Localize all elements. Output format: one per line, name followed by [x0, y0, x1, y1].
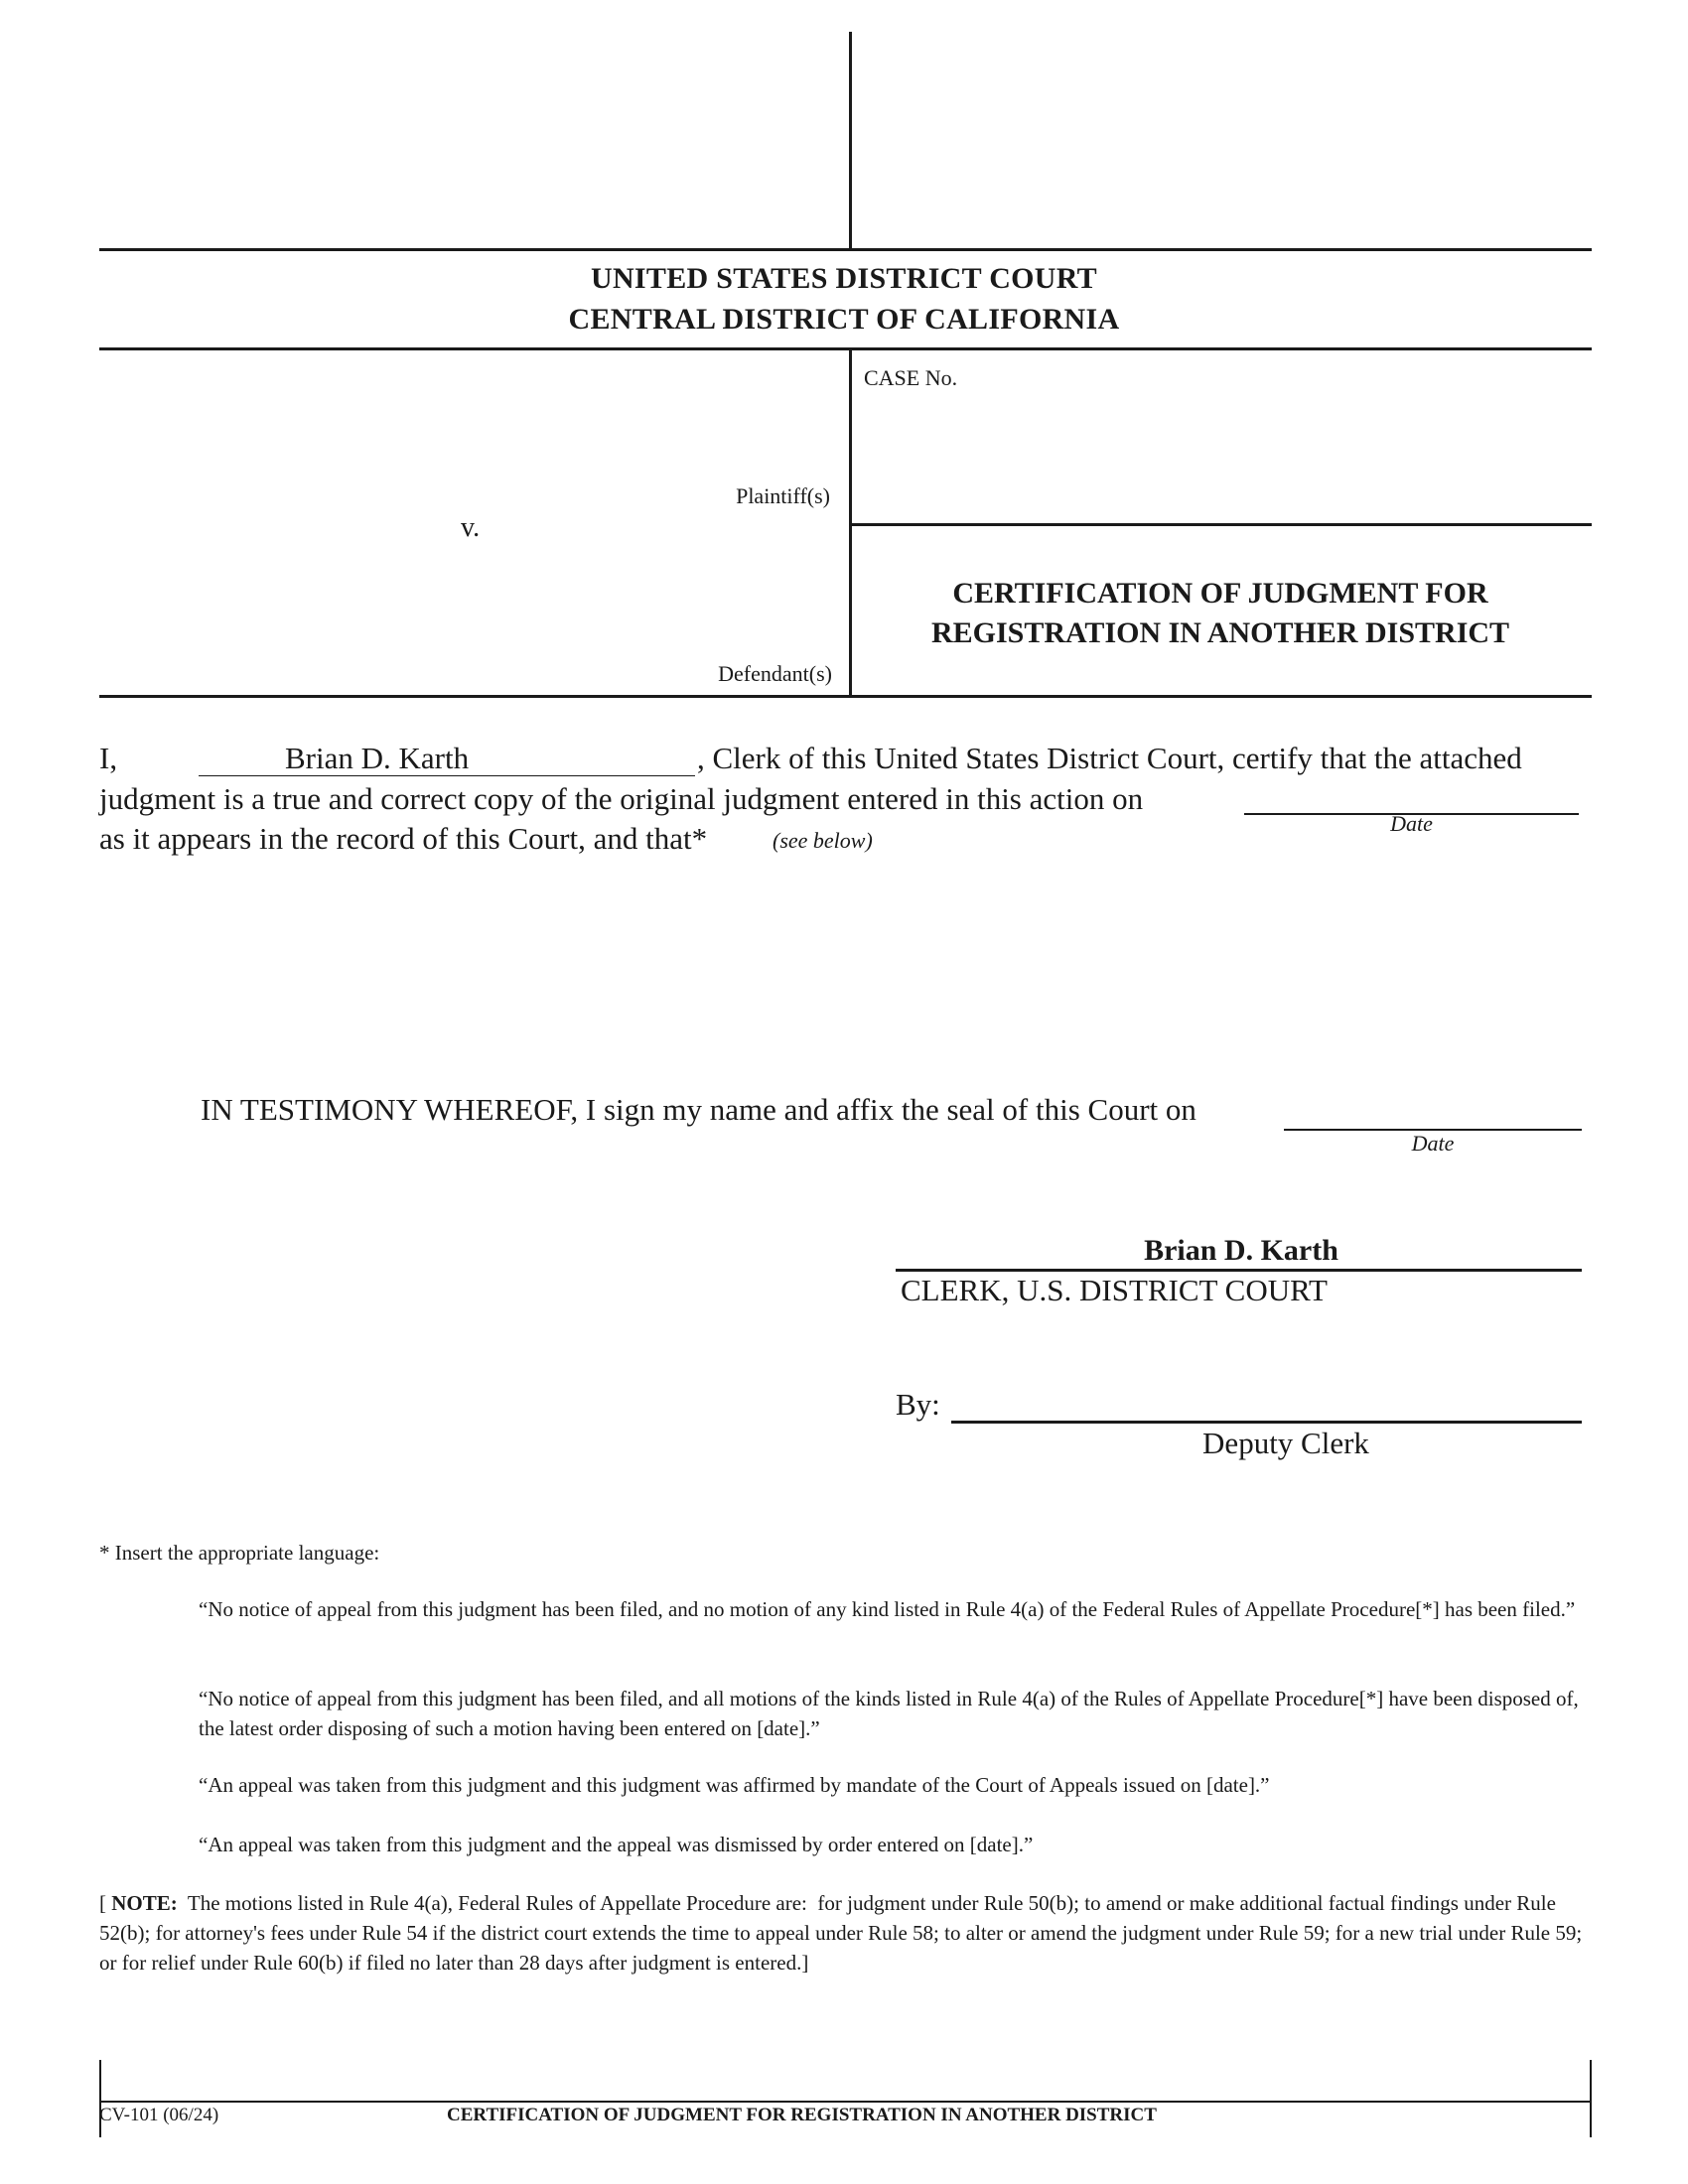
by-label: By: [896, 1387, 940, 1422]
deputy-signature-field[interactable] [951, 1421, 1582, 1424]
case-number-label: CASE No. [864, 365, 958, 390]
defendant-label: Defendant(s) [718, 661, 832, 686]
court-name-line2: CENTRAL DISTRICT OF CALIFORNIA [568, 303, 1120, 336]
footer-right-tick [1590, 2060, 1592, 2137]
case-title-rule [851, 523, 1592, 526]
note-text: The motions listed in Rule 4(a), Federal Rules of Appellate Procedure are: for judgment under Rule 50(b); to amend or make additional factual findings under Rule 52(b); for attorney's fees under Rule 54 if the district court extends the time to appeal under Rule 58; to alter or amend the judgment under Rule 59; for a new trial under Rule 59; or for relief under Rule 60(b) if filed no later than 28 days after judgment is entered.] [99, 1891, 1588, 1975]
testimony-text: IN TESTIMONY WHEREOF, I sign my name and affix the seal of this Court on [201, 1092, 1196, 1127]
document-title-line1: CERTIFICATION OF JUDGMENT FOR [952, 577, 1488, 610]
certification-line3: as it appears in the record of this Court, and that* [99, 821, 708, 856]
caption-bottom-rule [99, 695, 1592, 698]
clerk-name-field[interactable]: Brian D. Karth [199, 741, 695, 776]
instruction-option: “No notice of appeal from this judgment has been filed, and no motion of any kind listed in Rule 4(a) of the Federal Rules of Appellate Procedure[*] has been filed.” [199, 1597, 1576, 1621]
versus-label: v. [461, 512, 481, 543]
form-number: CV-101 (06/24) [99, 2105, 219, 2125]
document-title-line2: REGISTRATION IN ANOTHER DISTRICT [930, 616, 1510, 649]
testimony-date-label: Date [1411, 1131, 1455, 1156]
note-open-bracket: [ [99, 1891, 112, 1915]
signature-rule [896, 1269, 1582, 1272]
deputy-clerk-label: Deputy Clerk [1202, 1426, 1369, 1460]
motions-note [99, 1888, 1589, 1978]
instruction-option: “No notice of appeal from this judgment has been filed, and all motions of the kinds listed in Rule 4(a) of the Rules of Appellate Procedure[*] have been disposed of, the latest order disposing of such a motion having been entered on [date].” [199, 1687, 1579, 1740]
judgment-date-label: Date [1390, 811, 1433, 836]
certification-intro: I, [99, 741, 118, 775]
court-bottom-rule [99, 347, 1592, 350]
court-name-line1: UNITED STATES DISTRICT COURT [591, 262, 1097, 295]
instruction-option: “An appeal was taken from this judgment and this judgment was affirmed by mandate of the Court of Appeals issued on [date].” [199, 1773, 1270, 1797]
footer-form-title: CERTIFICATION OF JUDGMENT FOR REGISTRATION IN ANOTHER DISTRICT [447, 2105, 1157, 2125]
instruction-option: “An appeal was taken from this judgment and the appeal was dismissed by order entered on [date].” [199, 1833, 1034, 1856]
court-top-rule [99, 248, 1592, 251]
note-label: NOTE: [111, 1891, 178, 1915]
clerk-title: CLERK, U.S. DISTRICT COURT [901, 1273, 1328, 1307]
signature-clerk-name: Brian D. Karth [1144, 1234, 1338, 1267]
certification-line2: judgment is a true and correct copy of the original judgment entered in this action on [99, 781, 1144, 816]
caption-top-divider [849, 32, 852, 248]
footer-rule [99, 2101, 1592, 2103]
plaintiff-label: Plaintiff(s) [736, 483, 830, 508]
see-below-note: (see below) [773, 828, 873, 853]
instructions-header: * Insert the appropriate language: [99, 1541, 380, 1565]
certification-line1: , Clerk of this United States District Court, certify that the attached [697, 741, 1522, 775]
